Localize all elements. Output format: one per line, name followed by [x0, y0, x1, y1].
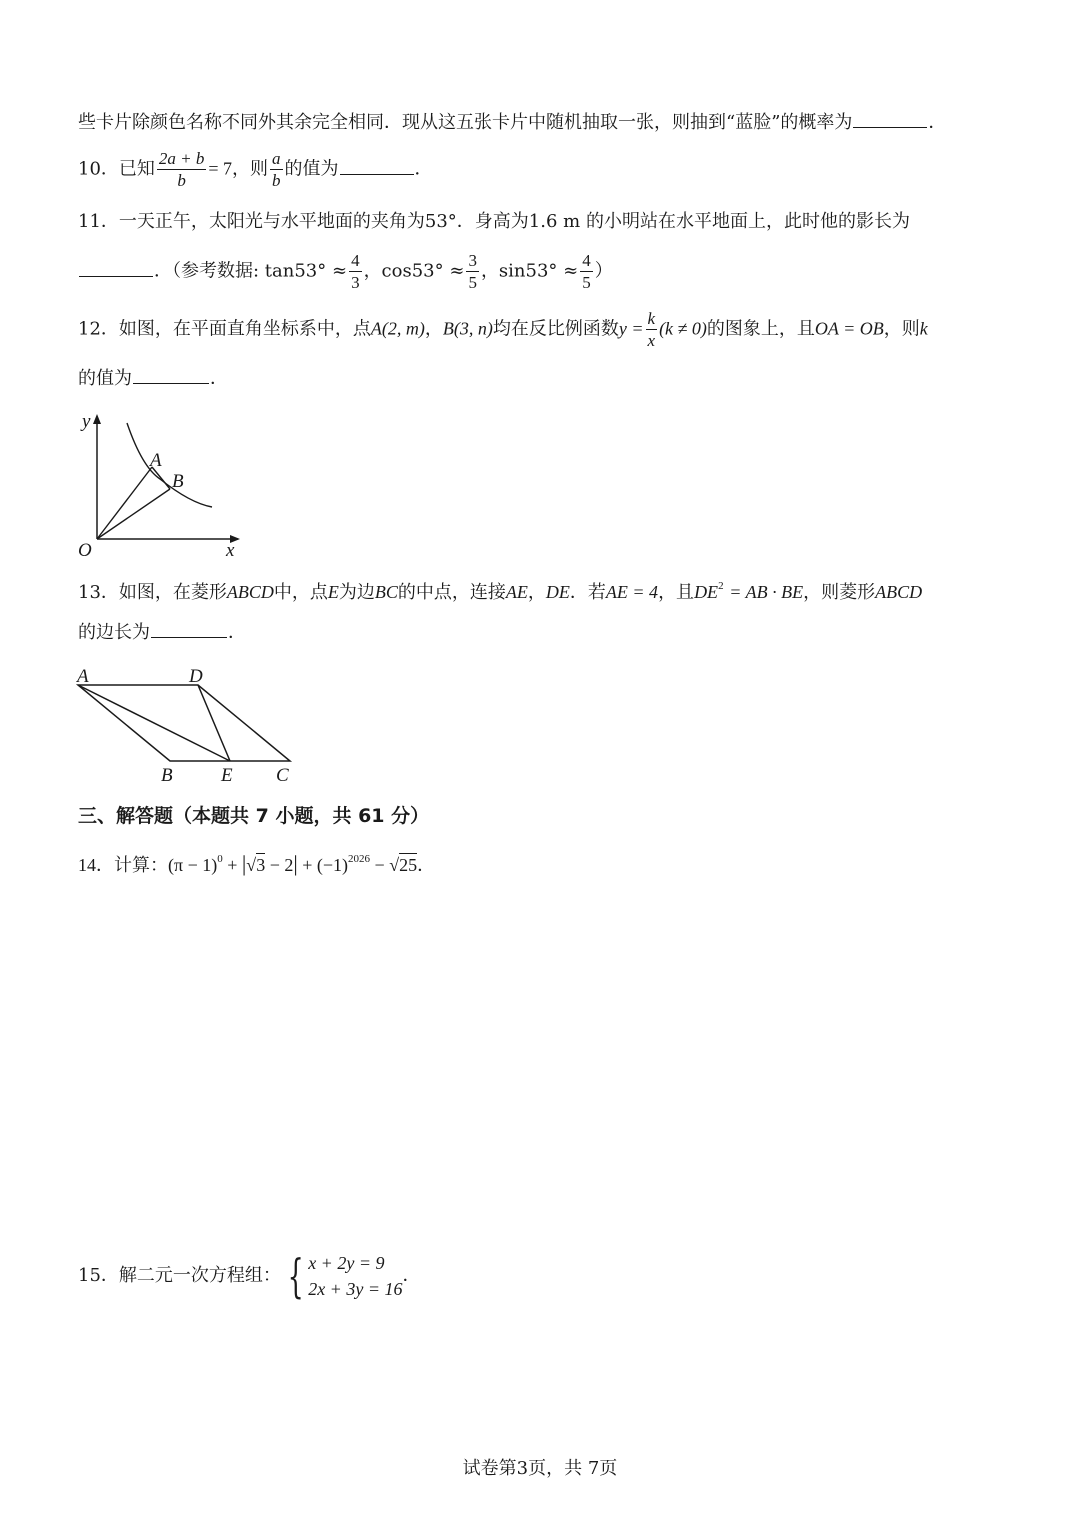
q13-text-f: ，且: [658, 582, 695, 603]
exponent: 2: [718, 580, 724, 592]
q11-ref-close: ）: [594, 260, 613, 282]
operator: −: [374, 855, 385, 875]
fraction-denominator: 5: [582, 273, 591, 292]
rhombus-figure: [68, 660, 308, 790]
q13-text-e: ．若: [569, 582, 606, 603]
question-11-line1: [78, 213, 910, 231]
q13-text-g: ，则菱形: [803, 582, 876, 603]
origin-label: O: [78, 540, 92, 561]
q9-text: 些卡片除颜色名称不同外其余完全相同．现从这五张卡片中随机抽取一张，则抽到“蓝脸”的概率为: [78, 112, 853, 133]
q13-text-b: 中，点: [273, 582, 328, 603]
equation: OA = OB: [814, 318, 884, 339]
question-14: [78, 853, 435, 875]
hyperbola-curve: [127, 423, 212, 507]
fraction-numerator: 2a + b: [158, 149, 205, 168]
equation-2: 2x + 3y = 16: [308, 1279, 403, 1300]
period: ．: [417, 855, 436, 875]
rhombus-name: ABCD: [875, 582, 923, 602]
segment-ob: [97, 489, 170, 539]
point-b-fig-label: B: [172, 471, 184, 492]
sqrt-radicand: 3: [256, 855, 266, 875]
function-condition: (k ≠ 0): [659, 318, 707, 339]
fraction-denominator: x: [647, 331, 656, 350]
answer-blank: [340, 172, 414, 175]
equation: = AB · BE: [729, 582, 804, 602]
segment-ae: [78, 685, 230, 761]
y-axis-label: y: [82, 411, 91, 432]
q10-post: 的值为: [284, 158, 339, 180]
answer-blank: [133, 381, 209, 384]
vertex-d-label: D: [189, 666, 203, 687]
de-squared-base: DE: [694, 582, 719, 602]
hyperbola-figure: [72, 405, 252, 563]
question-11-line2: [78, 252, 613, 291]
function-lhs: y =: [618, 318, 644, 339]
fraction: [580, 252, 593, 291]
equations: [308, 1250, 402, 1302]
question-13-line1: [78, 581, 922, 602]
question-number: 14．: [78, 855, 114, 875]
fraction-numerator: 3: [468, 251, 477, 270]
question-number: 11．: [78, 211, 119, 232]
q12-text-c: 的图象上，且: [706, 318, 815, 340]
fraction-numerator: k: [647, 309, 656, 328]
q11-cos-label: ，cos53° ≈: [363, 260, 465, 282]
q15-pre: 解二元一次方程组：: [118, 1265, 281, 1287]
q13-text-a: 如图，在菱形: [118, 582, 227, 603]
question-9-tail: 些卡片除颜色名称不同外其余完全相同．现从这五张卡片中随机抽取一张，则抽到“蓝脸”的概率为 ．: [78, 112, 947, 133]
exponent: 2026: [348, 853, 371, 865]
operator: +: [302, 855, 313, 875]
vertex-a-label: A: [77, 666, 89, 687]
operator: +: [227, 855, 238, 875]
answer-blank: [853, 125, 927, 128]
fraction-numerator: a: [272, 149, 281, 168]
period: ．: [402, 1265, 421, 1287]
exponent: 0: [217, 853, 223, 865]
fraction-denominator: b: [177, 171, 186, 190]
fraction-denominator: 5: [468, 273, 477, 292]
variable-k: k: [919, 318, 928, 339]
q12-text-d: ，则: [883, 318, 920, 340]
sqrt-sign: √: [389, 855, 400, 875]
q13-text-c: 为边: [338, 582, 375, 603]
section-heading: 三、解答题（本题共 7 小题，共 61 分）: [78, 805, 430, 827]
point-e: E: [327, 582, 339, 602]
question-15: [78, 1250, 420, 1302]
separator: ，: [424, 318, 443, 340]
point-b-label: B(3, n): [442, 318, 493, 339]
question-number: 13．: [78, 582, 119, 603]
question-12-line1: [78, 310, 928, 349]
fraction-denominator: b: [272, 171, 281, 190]
q12-line2: 的值为: [78, 368, 132, 389]
abs-bar: |: [241, 851, 247, 876]
point-a-label: A(2, m): [370, 318, 425, 339]
question-number: 10．: [78, 158, 119, 180]
fraction: [157, 150, 206, 189]
brace-icon: {: [287, 1249, 304, 1304]
question-10: 10．已知 $\frac{2a + b}{b}$ = 7，则 $\frac{a}{b}$ 的值为 ．: [78, 149, 433, 190]
segment-de-label: DE: [545, 582, 570, 602]
q12-text-a: 如图，在平面直角坐标系中，点: [118, 318, 371, 340]
question-number: 15．: [78, 1265, 119, 1287]
point-e-label: E: [221, 765, 233, 786]
q11-sin-label: ，sin53° ≈: [480, 260, 579, 282]
question-number: 12．: [78, 318, 119, 340]
vertex-b-label: B: [161, 765, 173, 786]
equation-system: [281, 1250, 403, 1302]
rhombus-name: ABCD: [226, 582, 274, 602]
side-bc: BC: [374, 582, 398, 602]
term-pi: (π − 1): [168, 855, 218, 875]
q14-pre: 计算：: [114, 855, 168, 875]
equation-1: x + 2y = 9: [308, 1253, 385, 1273]
sqrt-sign: √: [246, 855, 257, 875]
separator: ，: [527, 582, 546, 603]
q10-pre: 已知: [118, 158, 155, 180]
question-12-line2: 的值为 ．: [78, 368, 228, 389]
fraction: [349, 252, 362, 291]
abs-rest: − 2: [269, 855, 294, 875]
segment-ae-label: AE: [505, 582, 528, 602]
fraction-numerator: 4: [351, 251, 360, 270]
q12-text-b: 均在反比例函数: [492, 318, 619, 340]
fraction: [270, 150, 283, 189]
q13-text-d: 的中点，连接: [397, 582, 506, 603]
question-13-line2: 的边长为 ．: [78, 622, 246, 643]
fraction: [466, 252, 479, 291]
fraction: [646, 310, 658, 349]
q11-ref-open: ．（参考数据: tan53° ≈: [154, 260, 348, 282]
abs-bar: |: [293, 851, 298, 876]
q13-line2: 的边长为: [78, 622, 150, 643]
sqrt-radicand: 25: [399, 855, 418, 875]
rhombus-abcd: [78, 685, 290, 761]
answer-blank: [79, 274, 153, 277]
segment-oa: [97, 467, 152, 539]
y-arrow-icon: [93, 414, 101, 424]
page-footer: 试卷第3页，共 7页: [462, 1458, 618, 1479]
vertex-c-label: C: [276, 765, 289, 786]
equation: AE = 4: [605, 582, 659, 602]
q10-eq: = 7，则: [208, 158, 269, 179]
answer-blank: [151, 635, 227, 638]
q11-text: 一天正午，太阳光与水平地面的夹角为53°．身高为1.6 m 的小明站在水平地面上，此时他的影长为: [118, 211, 910, 232]
fraction-denominator: 3: [351, 273, 360, 292]
point-a-fig-label: A: [150, 450, 162, 471]
fraction-numerator: 4: [582, 251, 591, 270]
term-neg-one: (−1): [316, 855, 349, 875]
x-axis-label: x: [226, 540, 235, 561]
segment-de: [198, 685, 230, 761]
